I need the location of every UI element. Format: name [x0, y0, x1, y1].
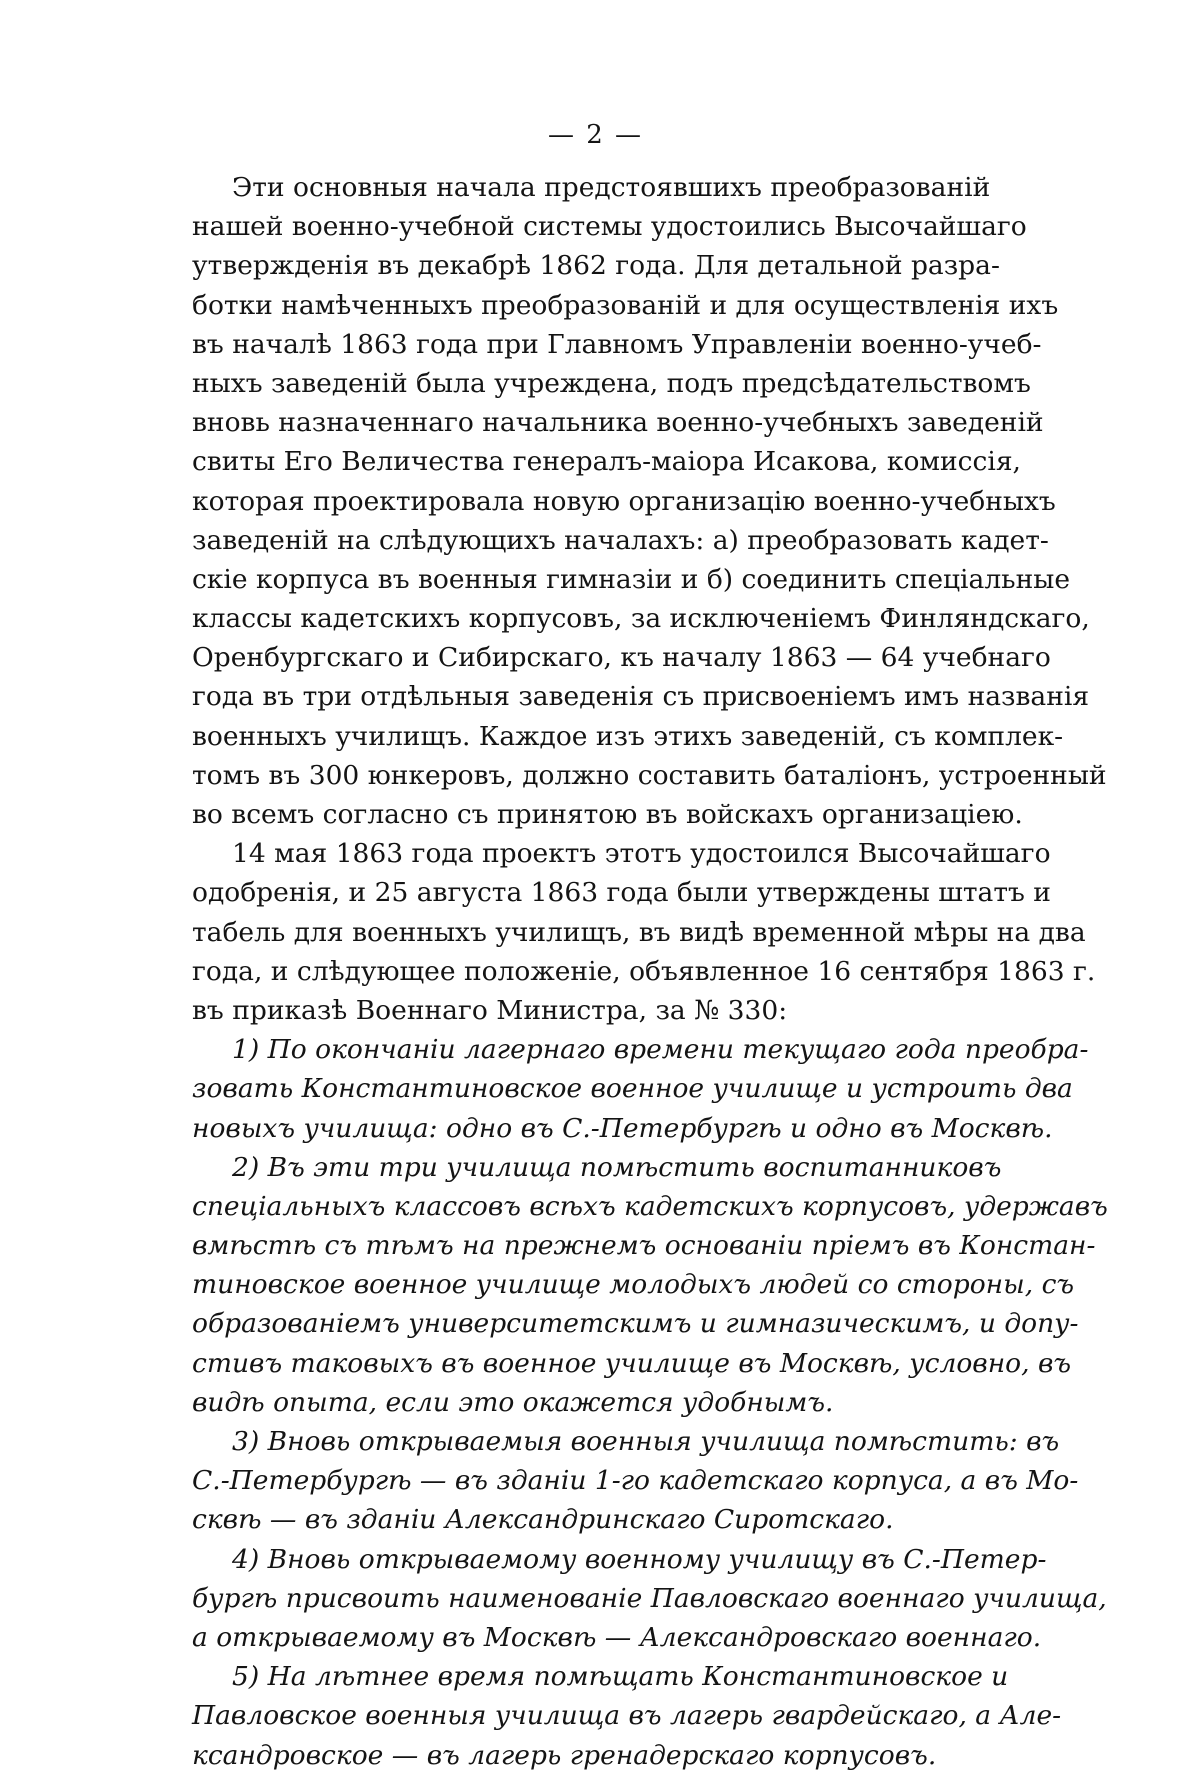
text-line: стивъ таковыхъ въ военное училище въ Москвѣ, условно, въ: [192, 1347, 1072, 1379]
body-text: [192, 168, 1108, 1775]
text-line: сквѣ — въ зданіи Александринскаго Сиротскаго.: [192, 1504, 894, 1536]
order-item-4: [192, 1540, 1107, 1658]
text-line: новыхъ училища: одно въ С.-Петербургѣ и одно въ Москвѣ.: [192, 1112, 1053, 1144]
order-item-3: [192, 1422, 1079, 1540]
text-line: ботки намѣченныхъ преобразованій и для осуществленія ихъ: [192, 289, 1059, 321]
text-line: заведеній на слѣдующихъ началахъ: а) преобразовать кадет-: [192, 524, 1049, 556]
text-line: зовать Константиновское военное училище и устроить два: [192, 1073, 1073, 1105]
text-line: Эти основныя начала предстоявшихъ преобразованій: [232, 172, 991, 203]
text-line: тиновское военное училище молодыхъ людей со стороны, съ: [192, 1269, 1075, 1301]
text-line: вновь назначеннаго начальника военно-учебныхъ заведеній: [192, 407, 1044, 439]
paragraph-order: [192, 834, 1096, 1030]
order-item-2: [192, 1148, 1108, 1422]
text-line: которая проектировала новую организацію военно-учебныхъ: [192, 485, 1056, 517]
text-line: военныхъ училищъ. Каждое изъ этихъ заведеній, съ комплек-: [192, 720, 1064, 752]
text-line: образованіемъ университетскимъ и гимназическимъ, и допу-: [192, 1308, 1079, 1340]
text-line: утвержденія въ декабрѣ 1862 года. Для детальной разра-: [192, 250, 1000, 282]
text-line: вмѣстѣ съ тѣмъ на прежнемъ основаніи пріемъ въ Констан-: [192, 1230, 1096, 1262]
text-line: въ началѣ 1863 года при Главномъ Управленіи военно-учеб-: [192, 328, 1042, 360]
text-line: Павловское военныя училища въ лагерь гвардейскаго, а Але-: [192, 1700, 1062, 1732]
text-line: табель для военныхъ училищъ, въ видѣ временной мѣры на два: [192, 916, 1086, 948]
text-line: 4) Вновь открываемому военному училищу въ С.-Петер-: [232, 1543, 1047, 1575]
text-line: во всемъ согласно съ принятою въ войскахъ организаціею.: [192, 799, 1023, 830]
text-line: Оренбургскаго и Сибирскаго, къ началу 1863 — 64 учебнаго: [192, 642, 1051, 674]
text-line: года, и слѣдующее положеніе, объявленное 16 сентября 1863 г.: [192, 955, 1096, 987]
text-line: нашей военно-учебной системы удостоились Высочайшаго: [192, 211, 1027, 243]
order-item-1: [192, 1030, 1089, 1148]
text-line: спеціальныхъ классовъ всѣхъ кадетскихъ корпусовъ, удержавъ: [192, 1190, 1108, 1222]
text-line: а открываемому въ Москвѣ — Александровскаго военнаго.: [192, 1621, 1042, 1653]
text-line: года въ три отдѣльныя заведенія съ присвоеніемъ имъ названія: [192, 681, 1090, 713]
text-line: 2) Въ эти три училища помѣстить воспитанниковъ: [232, 1151, 1002, 1183]
text-line: ксандровское — въ лагерь гренадерскаго корпусовъ.: [192, 1739, 937, 1771]
text-line: скіе корпуса въ военныя гимназіи и б) соединить спеціальные: [192, 563, 1071, 595]
text-line: одобренія, и 25 августа 1863 года были утверждены штатъ и: [192, 877, 1051, 909]
paragraph-intro: [192, 168, 1107, 834]
order-item-5: [192, 1657, 1062, 1775]
text-line: 5) На лѣтнее время помѣщать Константиновское и: [232, 1661, 1009, 1693]
text-line: 14 мая 1863 года проектъ этотъ удостоился Высочайшаго: [232, 838, 1051, 870]
text-line: ныхъ заведеній была учреждена, подъ предсѣдательствомъ: [192, 367, 1031, 399]
text-line: въ приказѣ Военнаго Министра, за № 330:: [192, 994, 788, 1026]
text-line: свиты Его Величества генералъ-маіора Исакова, комиссія,: [192, 446, 1021, 478]
text-line: видѣ опыта, если это окажется удобнымъ.: [192, 1386, 834, 1418]
text-line: классы кадетскихъ корпусовъ, за исключеніемъ Финляндскаго,: [192, 603, 1090, 635]
text-line: томъ въ 300 юнкеровъ, должно составить баталіонъ, устроенный: [192, 759, 1107, 791]
text-line: бургѣ присвоить наименованіе Павловскаго военнаго училища,: [192, 1582, 1107, 1614]
text-line: С.-Петербургѣ — въ зданіи 1-го кадетскаго корпуса, а въ Мо-: [192, 1465, 1079, 1497]
text-line: 1) По окончаніи лагернаго времени текущаго года преобра-: [232, 1034, 1089, 1066]
text-line: 3) Вновь открываемыя военныя училища помѣстить: въ: [232, 1426, 1060, 1457]
page-number: — 2 —: [547, 120, 644, 150]
